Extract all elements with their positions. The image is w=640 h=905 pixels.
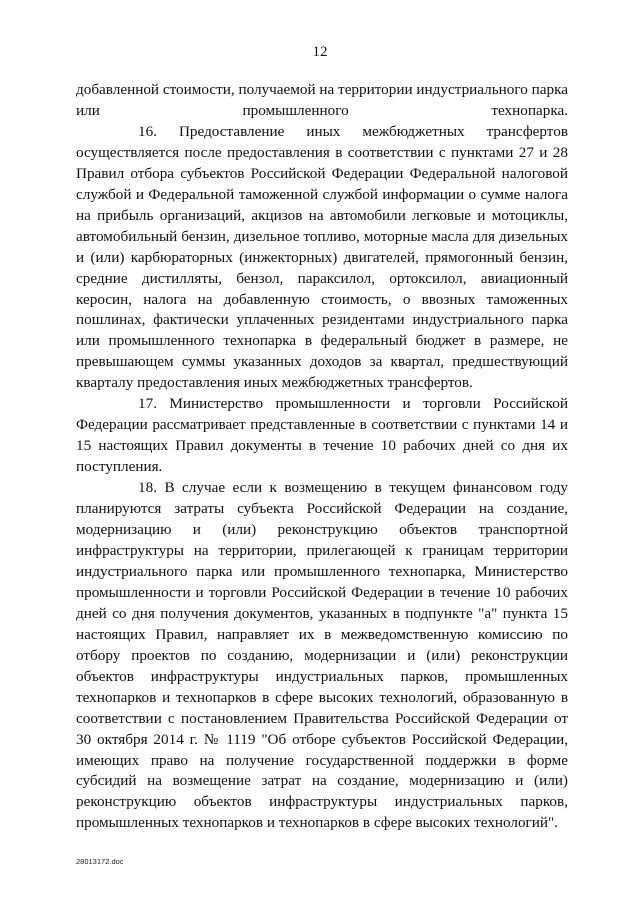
paragraph-18: 18. В случае если к возмещению в текущем финансовом году планируются затраты субъекта Российской Федерации на создание, модернизацию и (или) реконструкцию объектов транспортной инфраструктуры на территории, прилегающей к границам территории индустриального парка или промышленного технопарка, Министерство промышленности и торговли Российской Федерации в течение 10 рабочих дней со дня получения документов, указанных в подпункте "а" пункта 15 настоящих Правил, направляет их в межведомственную комиссию по отбору проектов по созданию, модернизации и (или) реконструкции объектов инфраструктуры индустриальных парков, промышленных технопарков и технопарков в сфере высоких технологий, образованную в соответствии с постановлением Правительства Российской Федерации от 30 октября 2014 г. № 1119 "Об отборе субъектов Российской Федерации, имеющих право на получение государственной поддержки в форме субсидий на возмещение затрат на создание, модернизацию и (или) реконструкцию объектов инфраструктуры индустриальных парков, промышленных технопарков и технопарков в сфере высоких технологий". <box>76 479 568 832</box>
paragraph-16: 16. Предоставление иных межбюджетных трансфертов осуществляется после предоставления в соответствии с пунктами 27 и 28 Правил отбора субъектов Российской Федерации Федеральной налоговой службой и Федеральной таможенной службой информации о сумме налога на прибыль организаций, акцизов на автомобили легковые и мотоциклы, автомобильный бензин, дизельное топливо, моторные масла для дизельных и (или) карбюраторных (инжекторных) двигателей, прямогонный бензин, средние дистилляты, бензол, параксилол, ортоксилол, авиационный керосин, налога на добавленную стоимость, о ввозных таможенных пошлинах, фактически уплаченных резидентами индустриального парка или промышленного технопарка в федеральный бюджет в размере, не превышающем суммы указанных доходов за квартал, предшествующий кварталу предоставления иных межбюджетных трансфертов. <box>76 122 568 392</box>
document-body <box>76 80 568 834</box>
page-number: 12 <box>312 44 328 60</box>
paragraph-17: 17. Министерство промышленности и торговли Российской Федерации рассматривает представленные в соответствии с пунктами 14 и 15 настоящих Правил документы в течение 10 рабочих дней со дня их поступления. <box>76 395 568 476</box>
document-file-id: 28013172.doc <box>76 857 124 866</box>
paragraph-continuation: добавленной стоимости, получаемой на территории индустриального парка или промышленного технопарка. <box>76 81 568 119</box>
